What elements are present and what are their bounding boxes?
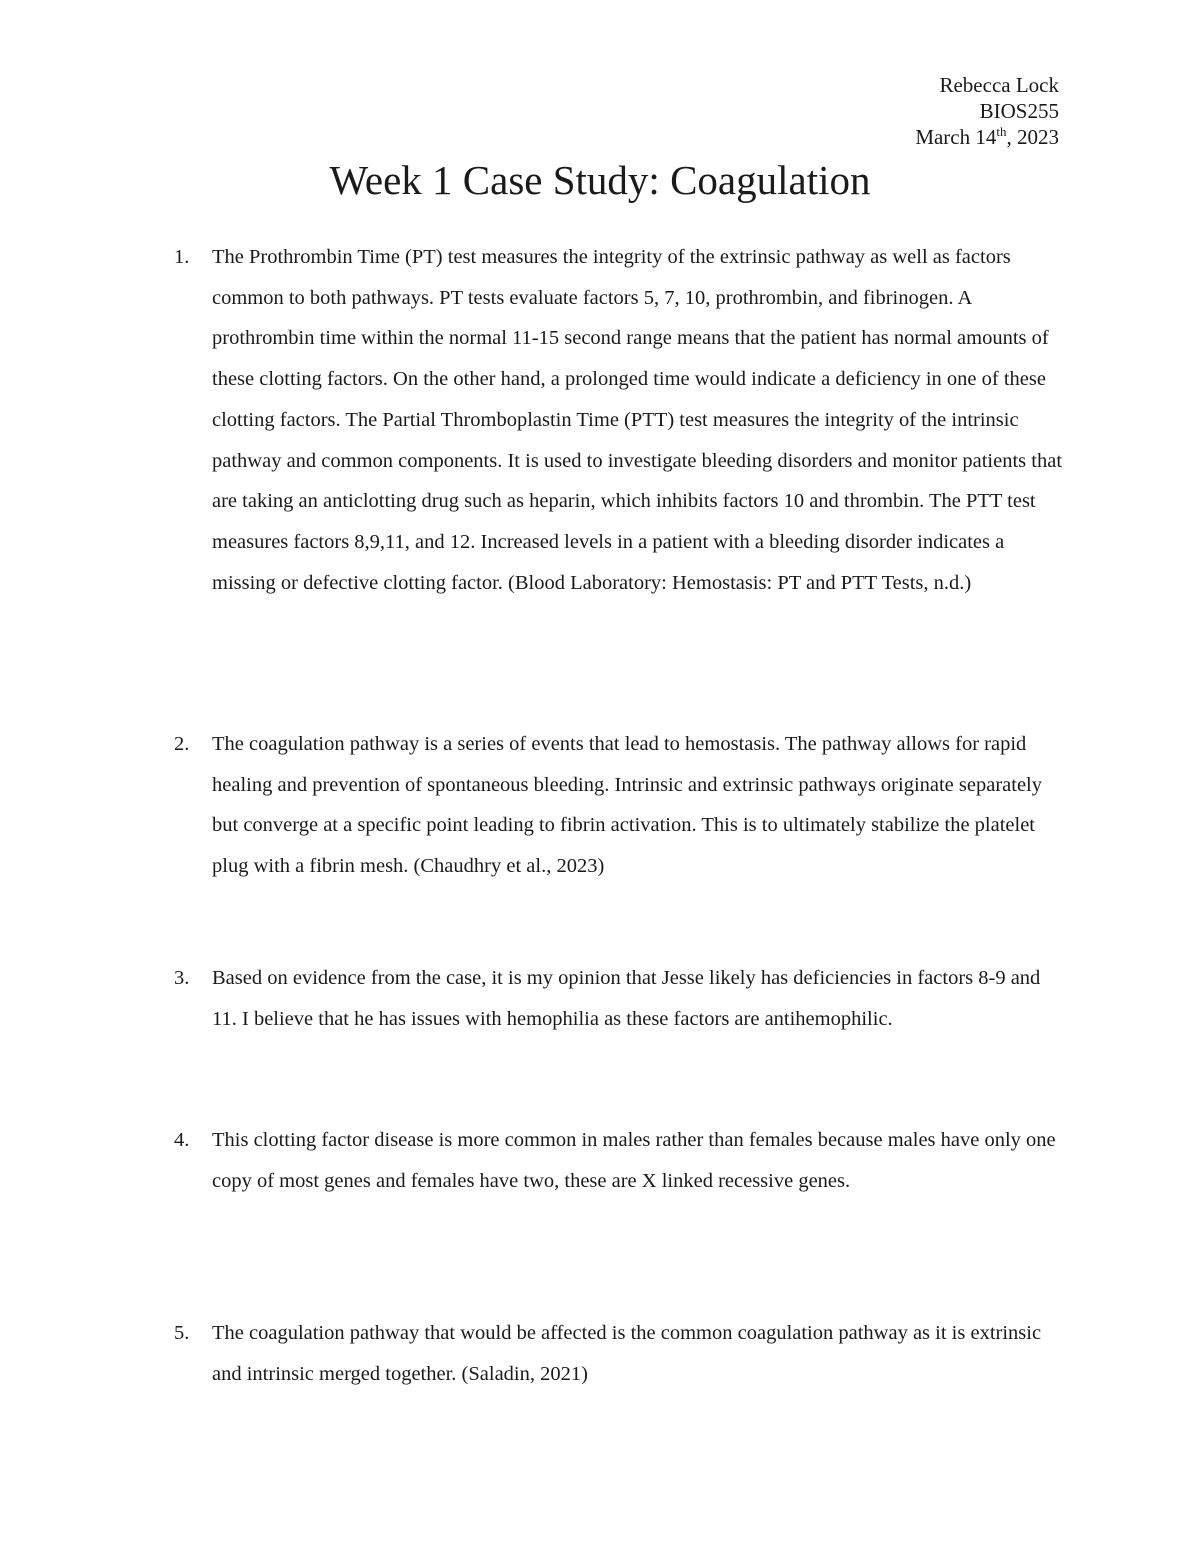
- document-header: [915, 72, 1059, 150]
- answer-item-3: [174, 958, 1064, 1039]
- document-title: Week 1 Case Study: Coagulation: [329, 157, 871, 203]
- answer-text: The coagulation pathway is a series of events that lead to hemostasis. The pathway allows for rapid healing and prevention of spontaneous bleeding. Intrinsic and extrinsic pathways originate separately but converge at a specific point leading to fibrin activation. This is to ultimately stabilize the platelet plug with a fibrin mesh. (Chaudhry et al., 2023): [212, 733, 1042, 878]
- answer-number: 2.: [174, 733, 190, 755]
- date-year: , 2023: [1006, 125, 1059, 149]
- answer-number: 5.: [174, 1322, 190, 1344]
- answer-text: The coagulation pathway that would be affected is the common coagulation pathway as it is extrinsic and intrinsic merged together. (Saladin, 2021): [212, 1322, 1042, 1385]
- document-date: [915, 124, 1059, 150]
- answer-text: Based on evidence from the case, it is my opinion that Jesse likely has deficiencies in factors 8-9 and 11. I believe that he has issues with hemophilia as these factors are antihemophilic.: [212, 967, 1041, 1030]
- course-code: BIOS255: [979, 99, 1059, 123]
- author-name: Rebecca Lock: [939, 73, 1059, 97]
- answer-item-4: [174, 1120, 1064, 1201]
- answer-number: 1.: [174, 246, 190, 268]
- answer-item-2: [174, 724, 1064, 887]
- answer-item-1: [174, 237, 1064, 603]
- answer-item-5: [174, 1313, 1064, 1394]
- answer-text: This clotting factor disease is more common in males rather than females because males have only one copy of most genes and females have two, these are X linked recessive genes.: [212, 1129, 1056, 1192]
- answer-number: 3.: [174, 967, 190, 989]
- answer-text: The Prothrombin Time (PT) test measures the integrity of the extrinsic pathway as well as factors common to both pathways. PT tests evaluate factors 5, 7, 10, prothrombin, and fibrinogen. A prothrombin time within the normal 11-15 second range means that the patient has normal amounts of these clotting factors. On the other hand, a prolonged time would indicate a deficiency in one of these clotting factors. The Partial Thromboplastin Time (PTT) test measures the integrity of the intrinsic pathway and common components. It is used to investigate bleeding disorders and monitor patients that are taking an anticlotting drug such as heparin, which inhibits factors 10 and thrombin. The PTT test measures factors 8,9,11, and 12. Increased levels in a patient with a bleeding disorder indicates a missing or defective clotting factor. (Blood Laboratory: Hemostasis: PT and PTT Tests, n.d.): [212, 246, 1063, 594]
- date-text: March 14: [915, 125, 997, 149]
- date-ordinal: th: [996, 124, 1007, 139]
- answer-number: 4.: [174, 1129, 190, 1151]
